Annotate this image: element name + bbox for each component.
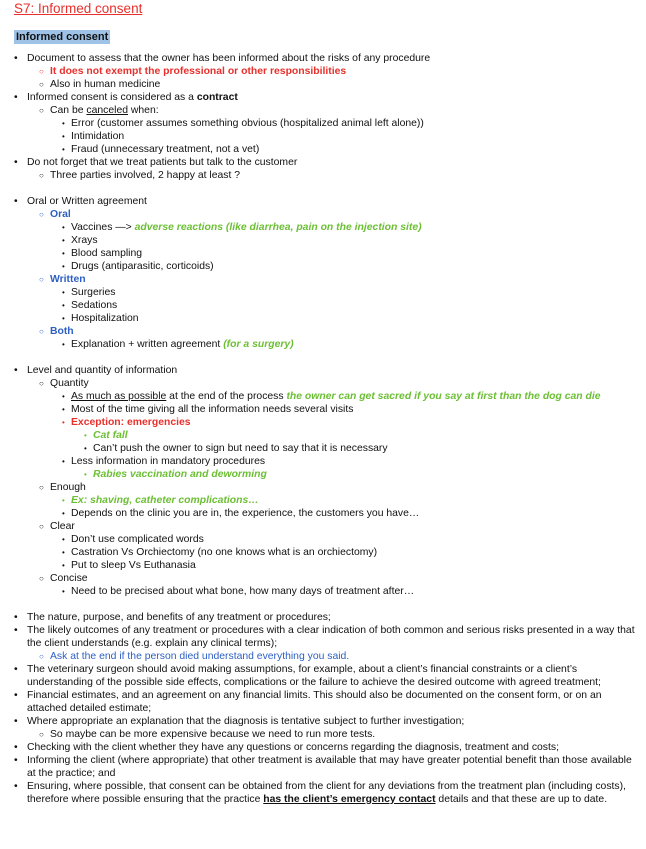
section-requirements bbox=[14, 611, 640, 806]
list-item: • Rabies vaccination and deworming bbox=[83, 468, 640, 481]
list-item: ○ Can be canceled when: • Error (customer assumes something obvious (hospitalized animal left alone)) • Intimidation • Fraud (unnecessary treatment, not a vet) bbox=[39, 104, 640, 156]
list-item: • Don’t use complicated words bbox=[61, 533, 640, 546]
list-item: • As much as possible at the end of the process the owner can get sacred if you say at first than the dog can die bbox=[61, 390, 640, 403]
list-item: • Vaccines —> adverse reactions (like diarrhea, pain on the injection site) bbox=[61, 221, 640, 234]
document-page bbox=[0, 1, 646, 806]
list-item: • Ex: shaving, catheter complications… bbox=[61, 494, 640, 507]
list-item: • Error (customer assumes something obvious (hospitalized animal left alone)) bbox=[61, 117, 640, 130]
list-item: ○ Enough • Ex: shaving, catheter complications… • Depends on the clinic you are in, the experience, the customers you have… bbox=[39, 481, 640, 520]
list-item: • Blood sampling bbox=[61, 247, 640, 260]
list-item: • Xrays bbox=[61, 234, 640, 247]
list-item: • Informed consent is considered as a contract ○ Can be canceled when: • Error (customer assumes something obvious (hospitalized animal left alone)) • Intimidation • Fraud (unnecessary treatment, not a vet) bbox=[14, 91, 640, 156]
list-item: • Where appropriate an explanation that the diagnosis is tentative subject to further investigation; ○ So maybe can be more expensive because we need to run more tests. bbox=[14, 715, 640, 741]
list-item: • Drugs (antiparasitic, corticoids) bbox=[61, 260, 640, 273]
list-item: • Hospitalization bbox=[61, 312, 640, 325]
list-item: • Sedations bbox=[61, 299, 640, 312]
list-item: • Depends on the clinic you are in, the experience, the customers you have… bbox=[61, 507, 640, 520]
section-agreement bbox=[14, 195, 640, 351]
section-definition bbox=[14, 52, 640, 182]
list-item: • Document to assess that the owner has been informed about the risks of any procedure ○ It does not exempt the professional or other responsibilities ○ Also in human medicine bbox=[14, 52, 640, 91]
list-item: ○ Also in human medicine bbox=[39, 78, 640, 91]
list-item: • Ensuring, where possible, that consent can be obtained from the client for any deviations from the treatment plan (including costs), therefore where possible ensuring that the practice has the client’s emergency contact details and that these are up to date. bbox=[14, 780, 640, 806]
list-item: ○ Quantity • As much as possible at the end of the process the owner can get sacred if you say at first than the dog can die • Most of the time giving all the information needs several visits • Exception: emergencies • Cat fall • Can’t push the owner to sign but need to say that it is necessary • Less information in mandatory procedures • Rabies vaccination and deworming bbox=[39, 377, 640, 481]
list-item: ○ Ask at the end if the person died understand everything you said. bbox=[39, 650, 640, 663]
list-item: • Can’t push the owner to sign but need to say that it is necessary bbox=[83, 442, 640, 455]
list-item: • The likely outcomes of any treatment or procedures with a clear indication of both common and serious risks presented in a way that the client understands (e.g. explain any clinical terms); ○ Ask at the end if the person died understand everything you said. bbox=[14, 624, 640, 663]
list-item: • Financial estimates, and an agreement on any financial limits. This should also be documented on the consent form, or on an attached detailed estimate; bbox=[14, 689, 640, 715]
list-item: • Informing the client (where appropriate) that other treatment is available that may have greater potential benefit than those available at the practice; and bbox=[14, 754, 640, 780]
list-item: • Less information in mandatory procedures • Rabies vaccination and deworming bbox=[61, 455, 640, 481]
list-item: ○ It does not exempt the professional or other responsibilities bbox=[39, 65, 640, 78]
section-heading: Informed consent bbox=[16, 31, 109, 43]
list-item: • Exception: emergencies • Cat fall • Can’t push the owner to sign but need to say that it is necessary bbox=[61, 416, 640, 455]
list-item: • Cat fall bbox=[83, 429, 640, 442]
list-item: • The veterinary surgeon should avoid making assumptions, for example, about a client’s financial constraints or a client’s understanding of the possible side effects, complications or the failure to achieve the desired outcome with agreed treatment; bbox=[14, 663, 640, 689]
list-item: ○ Written • Surgeries • Sedations • Hospitalization bbox=[39, 273, 640, 325]
section-information bbox=[14, 364, 640, 598]
list-item: ○ Oral • Vaccines —> adverse reactions (like diarrhea, pain on the injection site) • Xrays • Blood sampling • Drugs (antiparasitic, corticoids) bbox=[39, 208, 640, 273]
list-item: • Fraud (unnecessary treatment, not a vet) bbox=[61, 143, 640, 156]
list-item: • Need to be precised about what bone, how many days of treatment after… bbox=[61, 585, 640, 598]
list-item: ○ Both • Explanation + written agreement (for a surgery) bbox=[39, 325, 640, 351]
list-item: • Most of the time giving all the information needs several visits bbox=[61, 403, 640, 416]
list-item: ○ Concise • Need to be precised about what bone, how many days of treatment after… bbox=[39, 572, 640, 598]
list-item: ○ Three parties involved, 2 happy at least ? bbox=[39, 169, 640, 182]
list-item: • Checking with the client whether they have any questions or concerns regarding the diagnosis, treatment and costs; bbox=[14, 741, 640, 754]
list-item: • Surgeries bbox=[61, 286, 640, 299]
list-item: • Level and quantity of information ○ Quantity • As much as possible at the end of the process the owner can get sacred if you say at first than the dog can die • Most of the time giving all the information needs several visits • Exception: emergencies • Cat fall • Can’t push the owner to sign but need to say that it is necessary • Less information in mandatory procedures • Rabies vaccination and deworming ○ Enough • Ex: shaving, catheter complications… • Depends on the clinic you are in, the experience, the customers you have… ○ Clear • Don’t use complicated words • Castration Vs Orchiectomy (no one knows what is an orchiectomy) • Put to sleep Vs Euthanasia ○ Concise • Need to be precised about what bone, how many days of treatment after… bbox=[14, 364, 640, 598]
page-title[interactable]: S7: Informed consent bbox=[14, 1, 143, 16]
list-item: • Explanation + written agreement (for a surgery) bbox=[61, 338, 640, 351]
list-item: • Intimidation bbox=[61, 130, 640, 143]
list-item: • Oral or Written agreement ○ Oral • Vaccines —> adverse reactions (like diarrhea, pain on the injection site) • Xrays • Blood sampling • Drugs (antiparasitic, corticoids) ○ Written • Surgeries • Sedations • Hospitalization ○ Both • Explanation + written agreement (for a surgery) bbox=[14, 195, 640, 351]
list-item: • The nature, purpose, and benefits of any treatment or procedures; bbox=[14, 611, 640, 624]
list-item: • Put to sleep Vs Euthanasia bbox=[61, 559, 640, 572]
list-item: • Castration Vs Orchiectomy (no one knows what is an orchiectomy) bbox=[61, 546, 640, 559]
list-item: • Do not forget that we treat patients but talk to the customer ○ Three parties involved, 2 happy at least ? bbox=[14, 156, 640, 182]
list-item: ○ So maybe can be more expensive because we need to run more tests. bbox=[39, 728, 640, 741]
list-item: ○ Clear • Don’t use complicated words • Castration Vs Orchiectomy (no one knows what is an orchiectomy) • Put to sleep Vs Euthanasia bbox=[39, 520, 640, 572]
